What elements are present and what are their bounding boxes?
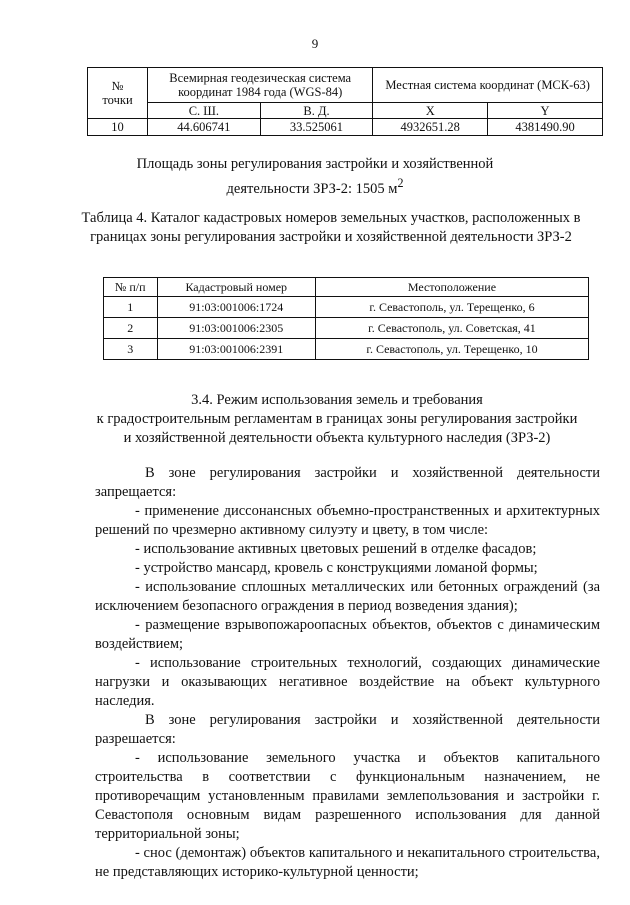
cadastral-number-cell: 91:03:001006:2391	[157, 339, 315, 360]
list-item: - использование активных цветовых решений в отделке фасадов;	[135, 541, 537, 557]
list-item: - применение диссонансных объемно-пространственных и архитектурных решений по чрезмерно активному силуэту и цвету, в том числе:	[95, 503, 600, 538]
x-cell: 4932651.28	[373, 119, 488, 136]
location-cell: г. Севастополь, ул. Советская, 41	[315, 318, 588, 339]
list-item: - устройство мансард, кровель с конструкциями ломаной формы;	[135, 560, 538, 576]
x-header: X	[373, 103, 488, 119]
permitted-intro: В зоне регулирования застройки и хозяйственной деятельности разрешается:	[95, 712, 600, 747]
page-number: 9	[311, 36, 319, 51]
list-item: - размещение взрывопожароопасных объектов, объектов с динамическим воздействием;	[95, 617, 600, 652]
list-item: - использование земельного участка и объектов капитального строительства в соответствии с функциональным назначением, не противоречащим установленным правилами землепользования и застройки г. Севастополя основным видам разрешенного использования для данной территориальной зоны;	[95, 750, 600, 842]
list-item: - использование строительных технологий, создающих динамические нагрузки и оказывающих негативное воздействие на объект культурного наследия.	[95, 655, 600, 709]
zone-area-line2: деятельности ЗРЗ-2: 1505 м	[226, 180, 398, 197]
point-number-cell: 10	[88, 119, 148, 136]
table-row	[104, 297, 589, 318]
row-number-cell: 1	[104, 297, 158, 318]
prohibited-intro: В зоне регулирования застройки и хозяйственной деятельности запрещается:	[95, 465, 600, 500]
table4-caption: Таблица 4. Каталог кадастровых номеров земельных участков, расположенных в границах зоны регулирования застройки и хозяйственной деятельности ЗРЗ-2	[81, 210, 581, 245]
list-item: - использование сплошных металлических или бетонных ограждений (за исключением безопасного ограждения в период возведения здания);	[95, 579, 600, 614]
table-row	[104, 318, 589, 339]
row-number-cell: 3	[104, 339, 158, 360]
point-number-header-line1: №	[111, 79, 124, 93]
coordinates-table	[87, 67, 603, 136]
wgs84-header: Всемирная геодезическая система координат 1984 года (WGS-84)	[148, 68, 373, 103]
point-number-header-line2: точки	[102, 93, 133, 107]
regulation-body	[95, 464, 600, 882]
table-header-row	[88, 68, 603, 103]
cadastral-number-cell: 91:03:001006:1724	[157, 297, 315, 318]
table-header-row	[104, 278, 589, 297]
latitude-header: С. Ш.	[148, 103, 261, 119]
cadastral-number-header: Кадастровый номер	[157, 278, 315, 297]
location-cell: г. Севастополь, ул. Терещенко, 10	[315, 339, 588, 360]
cadastral-number-cell: 91:03:001006:2305	[157, 318, 315, 339]
location-header: Местоположение	[315, 278, 588, 297]
longitude-cell: 33.525061	[260, 119, 373, 136]
section-heading-line1: 3.4. Режим использования земель и требования	[191, 392, 483, 408]
y-header: Y	[488, 103, 603, 119]
section-heading-line2: к градостроительным регламентам в границах зоны регулирования застройки	[96, 411, 578, 427]
area-unit-superscript: 2	[397, 176, 404, 190]
table-subheader-row	[88, 103, 603, 119]
y-cell: 4381490.90	[488, 119, 603, 136]
cadastral-numbers-table	[103, 277, 589, 360]
zone-area-line1: Площадь зоны регулирования застройки и хозяйственной	[136, 156, 494, 172]
list-item: - снос (демонтаж) объектов капитального и некапитального строительства, не представляющих историко-культурной ценности;	[95, 845, 600, 880]
row-number-header: № п/п	[104, 278, 158, 297]
table-row	[88, 119, 603, 136]
latitude-cell: 44.606741	[148, 119, 261, 136]
longitude-header: В. Д.	[260, 103, 373, 119]
section-heading-line3: и хозяйственной деятельности объекта культурного наследия (ЗРЗ-2)	[123, 430, 551, 446]
zone-area-statement	[100, 155, 530, 199]
point-number-header	[88, 68, 148, 119]
row-number-cell: 2	[104, 318, 158, 339]
location-cell: г. Севастополь, ул. Терещенко, 6	[315, 297, 588, 318]
msk63-header: Местная система координат (МСК-63)	[373, 68, 603, 103]
section-heading	[72, 391, 602, 448]
table-row	[104, 339, 589, 360]
